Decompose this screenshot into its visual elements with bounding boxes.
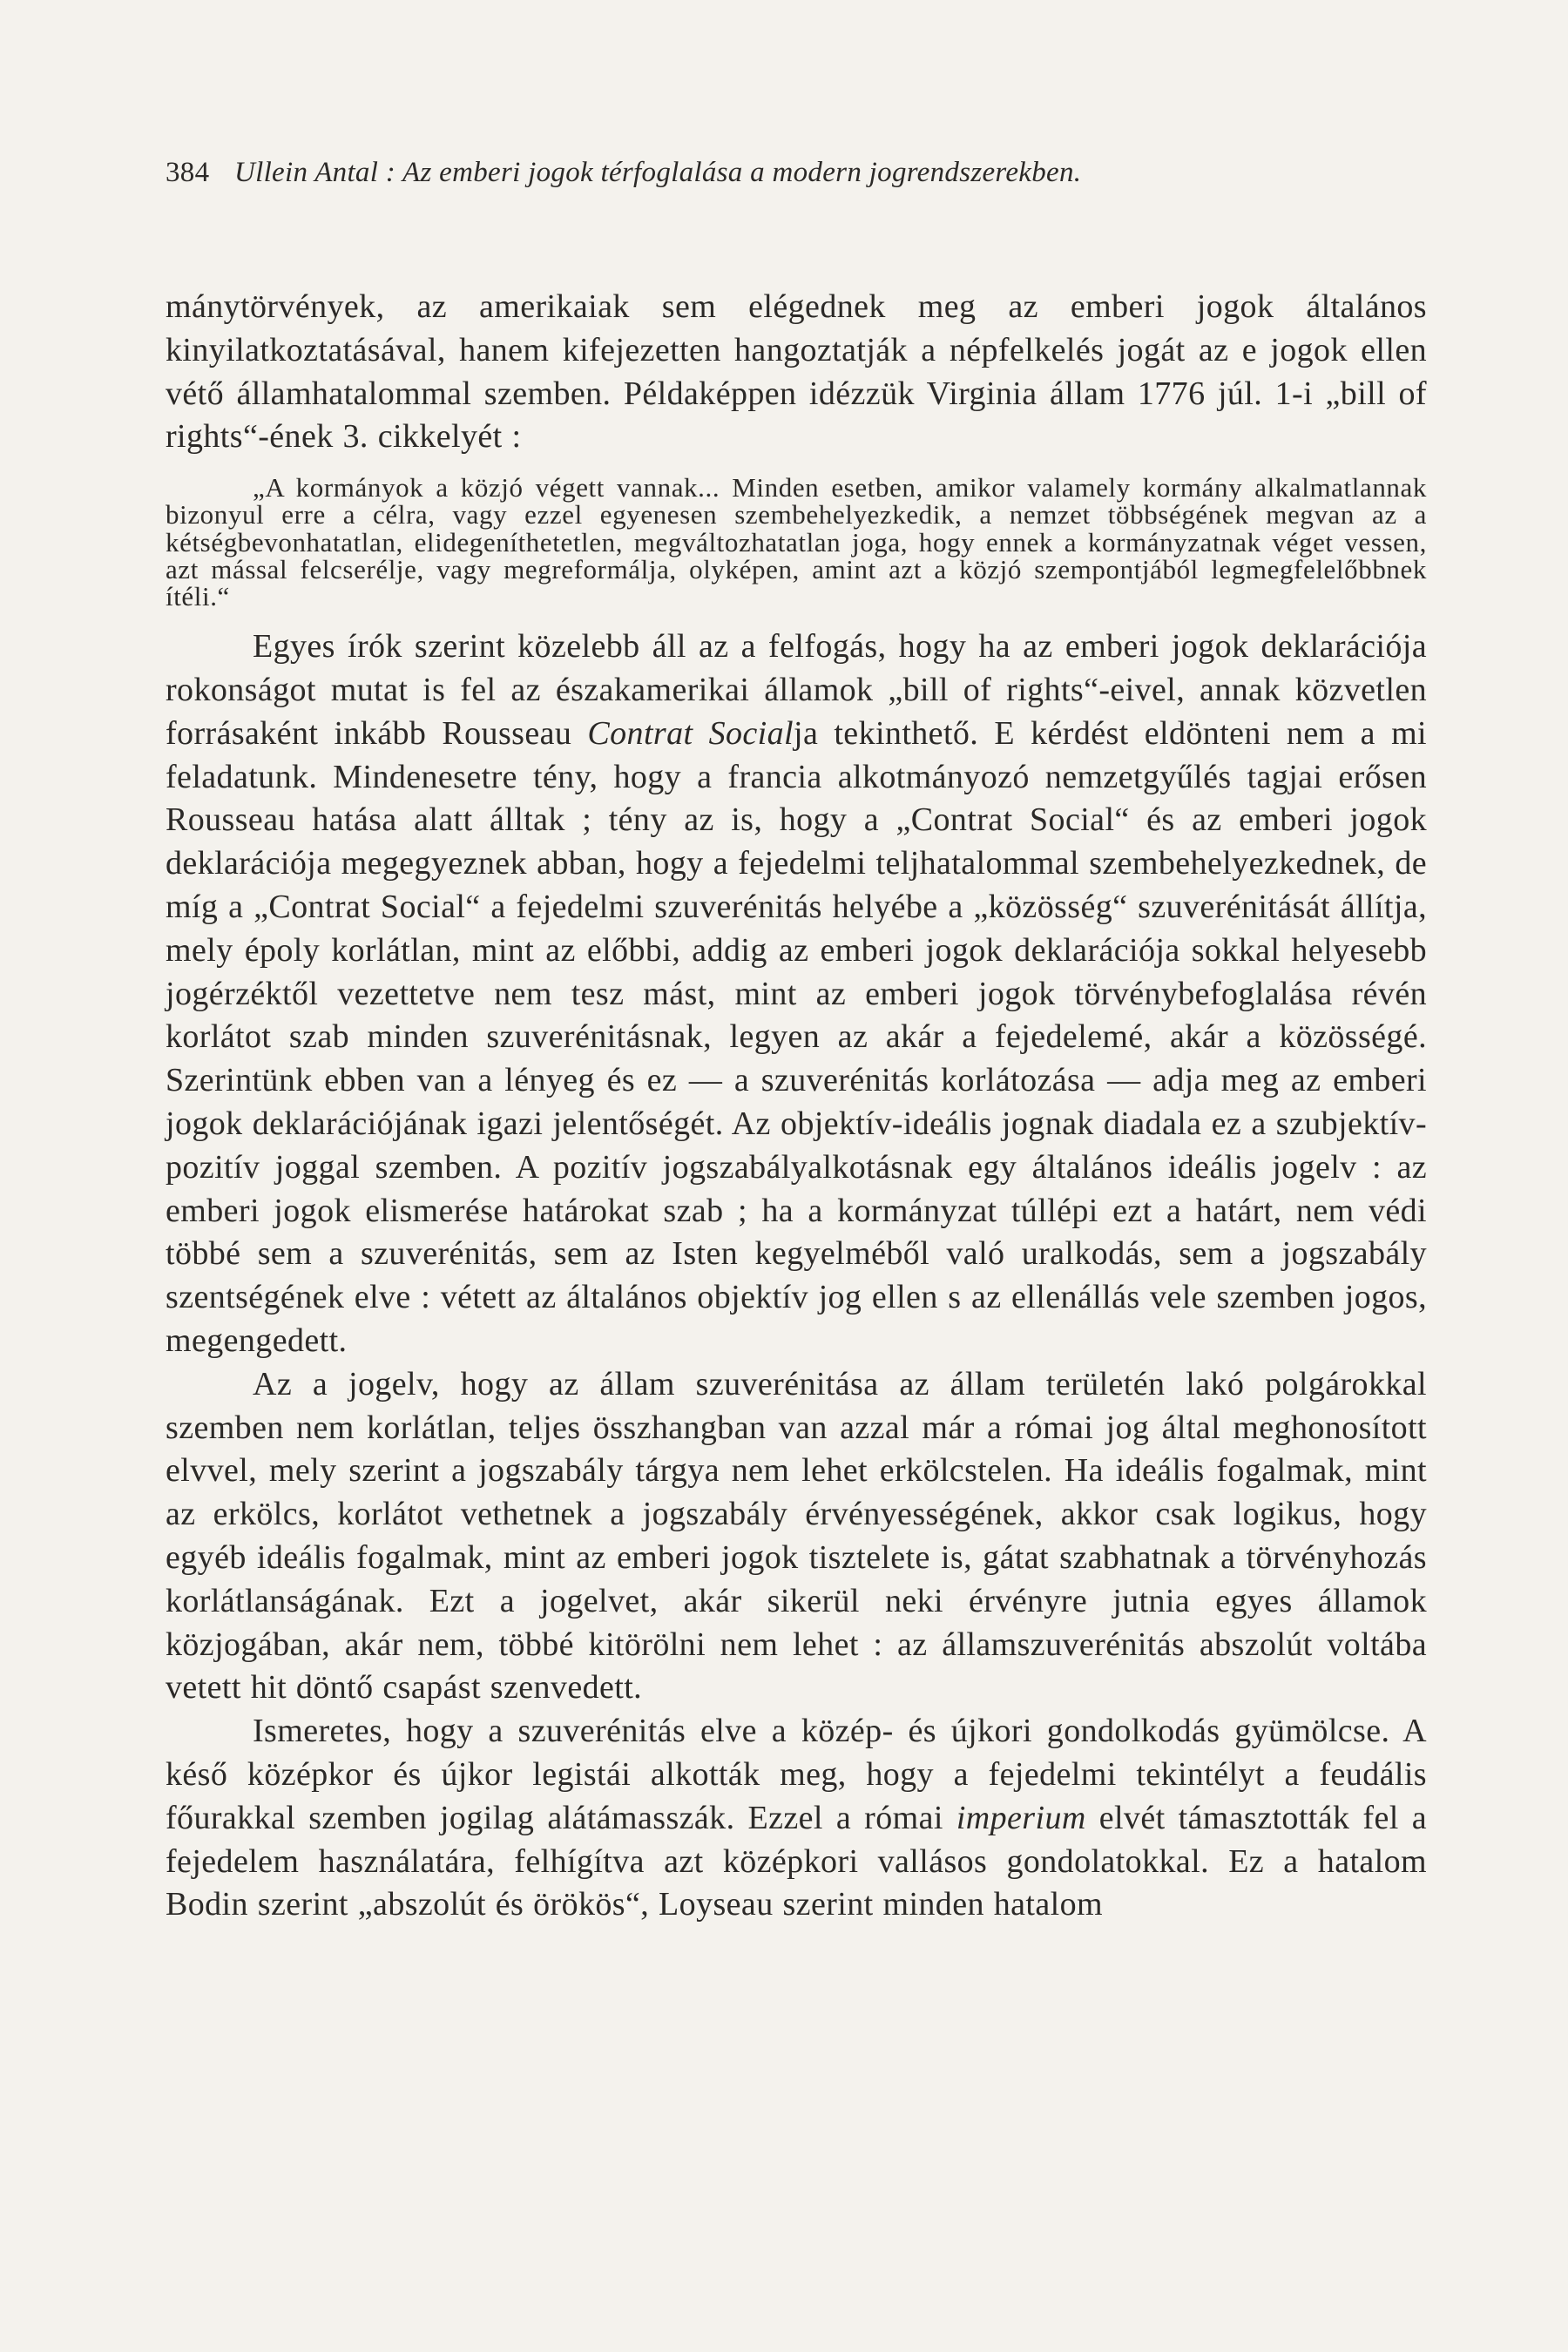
block-quote-virginia-bill-of-rights: „A kormányok a közjó végett vannak... Minden esetben, amikor valamely kormány alkalmatlannak bizonyul erre a célra, vagy ezzel egyenesen szembehelyezkedik, a nemzet többségének megvan az a kétségbevonhatatlan, elidegeníthetetlen, megváltozhatatlan joga, hogy ennek a kormányzatnak véget vessen, azt mással felcserélje, vagy megreformálja, olyképen, amint azt a közjó szempontjából legmegfelelőbbnek ítéli.“ — [166, 472, 1427, 612]
running-head — [166, 155, 1427, 190]
italic-term-imperium: imperium — [956, 1799, 1086, 1836]
paragraph-rousseau — [166, 625, 1427, 1363]
paragraph-state-sovereignty: Az a jogelv, hogy az állam szuverénitása az állam területén lakó polgárokkal szemben nem korlátlan, teljes összhangban van azzal már a római jog által meghonosított elvvel, mely szerint a jogszabály tárgya nem lehet erkölcstelen. Ha ideális fogalmak, mint az erkölcs, korlátot vethetnek a jogszabály érvényességének, akkor csak logikus, hogy egyéb ideális fogalmak, mint az emberi jogok tisztelete is, gátat szabhatnak a törvényhozás korlátlanságának. Ezt a jogelvet, akár sikerül neki érvényre jutnia egyes államok közjogában, akár nem, többé kitörölni nem lehet : az államszuverénitás abszolút voltába vetett hit döntő csapást szenvedett. — [166, 1365, 1427, 1707]
document-page — [166, 155, 1427, 1927]
paragraph-sovereignty-origin — [166, 1710, 1427, 1927]
italic-title-contrat-social: Contrat Social — [587, 714, 794, 752]
page-number: 384 — [166, 157, 210, 188]
running-title: Ullein Antal : Az emberi jogok térfoglalása a modern jogrendszerekben. — [233, 157, 1082, 188]
paragraph-text: Egyes írók szerint közelebb áll az a felfogás, hogy ha az emberi jogok deklarációja rokonságot mutat is fel az északamerikai államok „bill of rights“-eivel, annak közvetlen forrásaként inkább Rousseau — [166, 628, 1427, 752]
paragraph-text: elvét támasztották fel a fejedelem használatára, felhígítva azt középkori vallásos gondolatokkal. Ez a hatalom Bodin szerint „abszolút és örökös“, Loyseau szerint minden hatalom — [166, 1799, 1427, 1923]
paragraph-text: Ismeretes, hogy a szuverénitás elve a közép- és újkori gondolkodás gyümölcse. A késő középkor és újkor legistái alkották meg, hogy a fejedelmi tekintélyt a feudális főurakkal szemben jogilag alátámasszák. Ezzel a római — [166, 1713, 1427, 1836]
paragraph-continued: mánytörvények, az amerikaiak sem elégednek meg az emberi jogok általános kinyilatkoztatásával, hanem kifejezetten hangoztatják a népfelkelés jogát az e jogok ellen vétő államhatalommal szemben. Példaképpen idézzük Virginia állam 1776 júl. 1-i „bill of rights“-ének 3. cikkelyét : — [166, 288, 1427, 456]
paragraph-text: ja tekinthető. E kérdést eldönteni nem a mi feladatunk. Mindenesetre tény, hogy a francia alkotmányozó nemzetgyűlés tagjai erősen Rousseau hatása alatt álltak ; tény az is, hogy a „Contrat Social“ és az emberi jogok deklarációja megegyeznek abban, hogy a fejedelmi teljhatalommal szembehelyezkednek, de míg a „Contrat Social“ a fejedelmi szuverénitás helyébe a „közösség“ szuverénitását állítja, mely époly korlátlan, mint az előbbi, addig az emberi jogok deklarációja sokkal helyesebb jogérzéktől vezettetve nem tesz mást, mint az emberi jogok törvénybefoglalása révén korlátot szab minden szuverénitásnak, legyen az akár a fejedelemé, akár a közösségé. Szerintünk ebben van a lényeg és ez — a szuverénitás korlátozása — adja meg az emberi jogok deklarációjának igazi jelentőségét. Az objektív-ideális jognak diadala ez a szubjektív-pozitív joggal szemben. A pozitív jogszabályalkotásnak egy általános ideális jogelv : az emberi jogok elismerése határokat szab ; ha a kormányzat túllépi ezt a határt, nem védi többé sem a szuverénitás, sem az Isten kegyelméből való uralkodás, sem a jogszabály szentségének elve : vétett az általános objektív jog ellen s az ellenállás vele szemben jogos, megengedett. — [166, 714, 1427, 1359]
